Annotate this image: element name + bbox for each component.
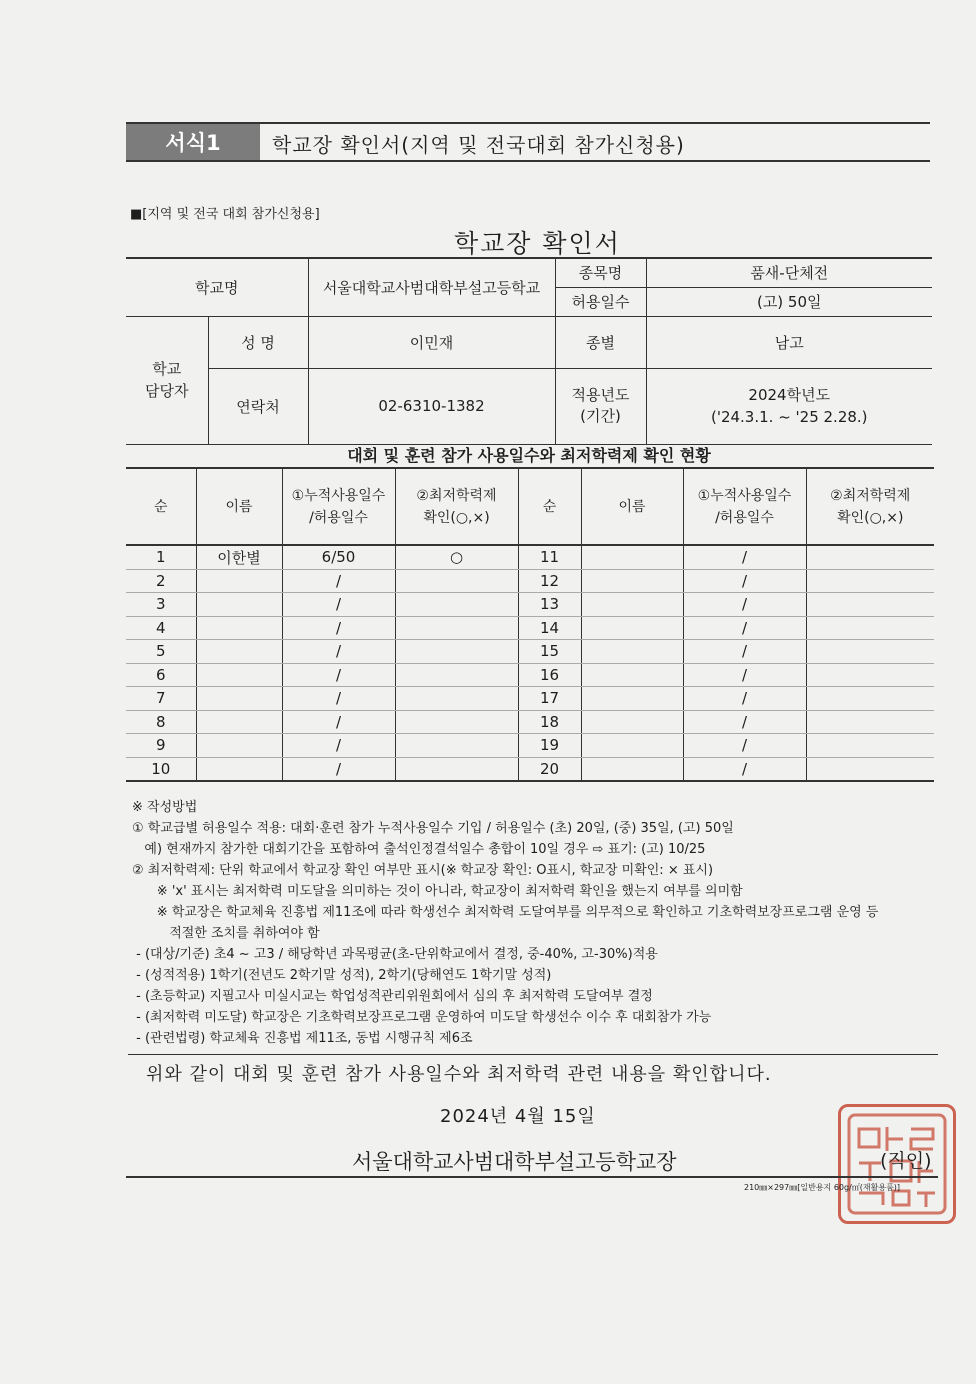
row-days-2: / (683, 710, 806, 734)
row-check (395, 616, 518, 640)
category-label: 종별 (555, 316, 646, 368)
contact-label: 연락처 (208, 368, 308, 444)
page-title: 학교장 확인서 (454, 229, 621, 258)
row-days: / (282, 734, 395, 758)
table-header-row (126, 468, 934, 545)
table-row (126, 545, 934, 569)
row-days: / (282, 757, 395, 781)
row-order-2: 15 (518, 640, 581, 664)
col-days-2: ①누적사용일수 /허용일수 (683, 468, 806, 545)
row-check-2 (806, 687, 934, 711)
row-name (196, 616, 282, 640)
table-row (126, 663, 934, 687)
period: ('24.3.1. ~ '25 2.28.) (710, 408, 868, 426)
row-check-2 (806, 663, 934, 687)
form-number-tag: 서식1 (126, 124, 260, 160)
row-order: 1 (126, 545, 196, 569)
allowed-days-label: 허용일수 (555, 287, 646, 316)
row-days-2: / (683, 640, 806, 664)
row-days-2: / (683, 545, 806, 569)
divider (128, 1054, 938, 1055)
instruction-line: ※ 'x' 표시는 최저학력 미도달을 의미하는 것이 아니라, 학교장이 최저학력 확인을 했는지 여부를 의미함 (132, 884, 743, 899)
row-days-2: / (683, 593, 806, 617)
row-days: / (282, 616, 395, 640)
allowed-days-value: (고) 50일 (646, 287, 932, 316)
status-title: 대회 및 훈련 참가 사용일수와 최저학력제 확인 현황 (347, 446, 711, 465)
row-days: / (282, 569, 395, 593)
col-check: ②최저학력제 확인(○,×) (395, 468, 518, 545)
instruction-line: - (성적적용) 1학기(전년도 2학기말 성적), 2학기(당해연도 1학기말 성적) (132, 968, 552, 983)
row-check (395, 734, 518, 758)
row-check-2 (806, 569, 934, 593)
row-order-2: 19 (518, 734, 581, 758)
table-row (126, 710, 934, 734)
col-order-2: 순 (518, 468, 581, 545)
col-name: 이름 (196, 468, 282, 545)
writing-instructions (132, 797, 932, 1049)
row-order: 6 (126, 663, 196, 687)
row-days: / (282, 663, 395, 687)
row-name-2 (581, 569, 683, 593)
row-days-2: / (683, 757, 806, 781)
row-check-2 (806, 593, 934, 617)
instruction-line: - (관련법령) 학교체육 진흥법 제11조, 동법 시행규칙 제6조 (132, 1031, 473, 1046)
row-order: 3 (126, 593, 196, 617)
row-days: / (282, 710, 395, 734)
row-name (196, 663, 282, 687)
row-order: 7 (126, 687, 196, 711)
row-days: 6/50 (282, 545, 395, 569)
row-check (395, 663, 518, 687)
row-order: 2 (126, 569, 196, 593)
row-name-2 (581, 593, 683, 617)
row-days: / (282, 593, 395, 617)
instruction-line: 적절한 조치를 취하여야 함 (132, 926, 320, 941)
row-name-2 (581, 687, 683, 711)
row-name-2 (581, 663, 683, 687)
row-order: 8 (126, 710, 196, 734)
row-order-2: 16 (518, 663, 581, 687)
school-year: 2024학년도 (748, 386, 831, 404)
row-days-2: / (683, 616, 806, 640)
issue-date: 2024년 4월 15일 (440, 1106, 596, 1127)
row-order-2: 18 (518, 710, 581, 734)
contact-value: 02-6310-1382 (308, 368, 555, 444)
instruction-line: - (초등학교) 지필고사 미실시교는 학업성적관리위원회에서 심의 후 최저학력 도달여부 결정 (132, 989, 653, 1004)
participation-table (126, 467, 934, 782)
row-check (395, 757, 518, 781)
col-days: ①누적사용일수 /허용일수 (282, 468, 395, 545)
instruction-line: - (최저학력 미도달) 학교장은 기초학력보장프로그램 운영하여 미도달 학생선수 이수 후 대회참가 가능 (132, 1010, 712, 1025)
row-check (395, 593, 518, 617)
row-check (395, 710, 518, 734)
row-order-2: 17 (518, 687, 581, 711)
row-days-2: / (683, 663, 806, 687)
instruction-line: ① 학교급별 허용일수 적용: 대회·훈련 참가 누적사용일수 기입 / 허용일수 (초) 20일, (중) 35일, (고) 50일 (132, 821, 734, 836)
row-name-2 (581, 616, 683, 640)
table-row (126, 569, 934, 593)
row-check: ○ (395, 545, 518, 569)
row-check-2 (806, 710, 934, 734)
row-check (395, 687, 518, 711)
col-order: 순 (126, 468, 196, 545)
form-header-title: 학교장 확인서(지역 및 전국대회 참가신청용) (272, 133, 685, 157)
row-order: 10 (126, 757, 196, 781)
row-name (196, 593, 282, 617)
row-order: 9 (126, 734, 196, 758)
row-order: 4 (126, 616, 196, 640)
row-name-2 (581, 640, 683, 664)
row-name-2 (581, 545, 683, 569)
row-check-2 (806, 616, 934, 640)
bottom-divider (126, 1176, 938, 1178)
table-row (126, 640, 934, 664)
row-order-2: 14 (518, 616, 581, 640)
row-days-2: / (683, 687, 806, 711)
row-check-2 (806, 757, 934, 781)
row-check (395, 569, 518, 593)
manager-label: 학교 담당자 (126, 316, 208, 444)
seal-mark-text: (직인) (880, 1150, 932, 1172)
row-name-2 (581, 710, 683, 734)
row-check-2 (806, 734, 934, 758)
table-row (126, 593, 934, 617)
row-check-2 (806, 545, 934, 569)
instruction-line: ※ 학교장은 학교체육 진흥법 제11조에 따라 학생선수 최저학력 도달여부를 의무적으로 확인하고 기초학력보장프로그램 운영 등 (132, 905, 879, 920)
school-info-table (126, 257, 932, 445)
form-subtag: ■[지역 및 전국 대회 참가신청용] (130, 207, 320, 222)
table-row (126, 757, 934, 781)
event-value: 품새-단체전 (646, 258, 932, 287)
principal-title: 서울대학교사범대학부설고등학교장 (352, 1150, 677, 1174)
row-order-2: 11 (518, 545, 581, 569)
row-order-2: 12 (518, 569, 581, 593)
row-name-2 (581, 757, 683, 781)
row-order: 5 (126, 640, 196, 664)
year-label: 적용년도 (기간) (555, 368, 646, 444)
row-name (196, 757, 282, 781)
table-row (126, 734, 934, 758)
instruction-line: - (대상/기준) 초4 ~ 고3 / 해당학년 과목평균(초-단위학교에서 결정, 중-40%, 고-30%)적용 (132, 947, 658, 962)
row-check (395, 640, 518, 664)
row-name (196, 710, 282, 734)
school-name-label: 학교명 (126, 258, 308, 316)
school-name-value: 서울대학교사범대학부설고등학교 (308, 258, 555, 316)
row-name-2 (581, 734, 683, 758)
row-name (196, 640, 282, 664)
confirmation-statement: 위와 같이 대회 및 훈련 참가 사용일수와 최저학력 관련 내용을 확인합니다. (146, 1064, 772, 1085)
year-value (646, 368, 932, 444)
col-name-2: 이름 (581, 468, 683, 545)
category-value: 남고 (646, 316, 932, 368)
row-days: / (282, 640, 395, 664)
row-days: / (282, 687, 395, 711)
manager-name-value: 이민재 (308, 316, 555, 368)
manager-name-label: 성 명 (208, 316, 308, 368)
table-row (126, 687, 934, 711)
instruction-line: 예) 현재까지 참가한 대회기간을 포함하여 출석인정결석일수 총합이 10일 경우 ⇨ 표기: (고) 10/25 (132, 842, 706, 857)
row-order-2: 13 (518, 593, 581, 617)
row-name (196, 734, 282, 758)
row-order-2: 20 (518, 757, 581, 781)
paper-spec: 210㎜×297㎜[일반용지 60g/㎡(재활용품)] (744, 1183, 901, 1192)
row-name (196, 569, 282, 593)
row-check-2 (806, 640, 934, 664)
col-check-2: ②최저학력제 확인(○,×) (806, 468, 934, 545)
event-label: 종목명 (555, 258, 646, 287)
row-days-2: / (683, 569, 806, 593)
table-row (126, 616, 934, 640)
instruction-line: ※ 작성방법 (132, 800, 198, 815)
row-name (196, 687, 282, 711)
row-days-2: / (683, 734, 806, 758)
row-name: 이한별 (196, 545, 282, 569)
instruction-line: ② 최저학력제: 단위 학교에서 학교장 확인 여부만 표시(※ 학교장 확인: O표시, 학교장 미확인: × 표시) (132, 863, 714, 878)
